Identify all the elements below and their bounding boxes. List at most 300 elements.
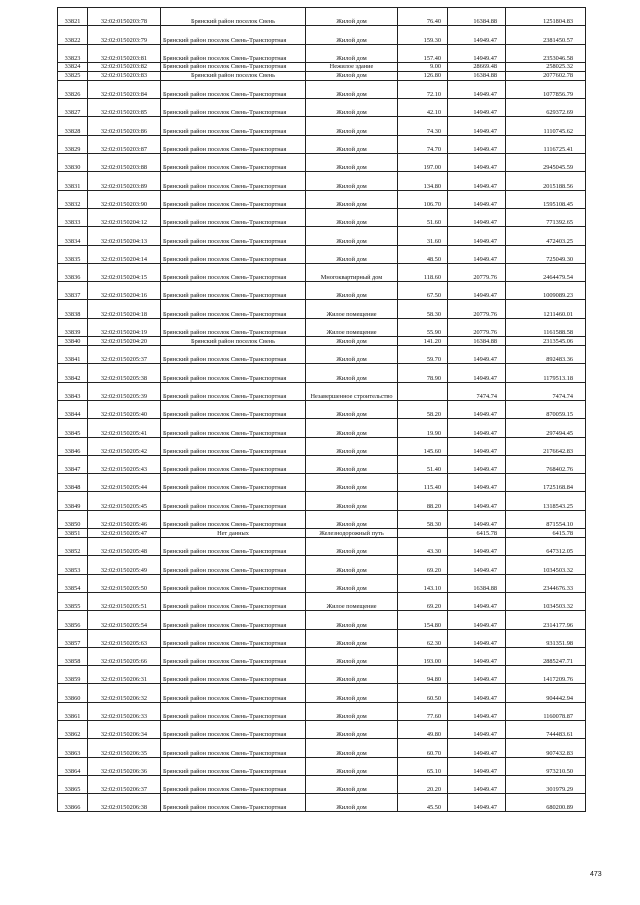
unit-value-cell: 14949.47 xyxy=(448,510,506,528)
cadastral-number-cell: 32:02:0150203:88 xyxy=(88,154,161,172)
unit-value-cell: 20779.76 xyxy=(448,318,506,336)
cadastral-value-cell: 771392.65 xyxy=(506,208,586,226)
area-cell: 76.40 xyxy=(398,8,448,26)
row-number-cell: 33841 xyxy=(58,346,88,364)
location-cell: Брянский район поселок Свень-Транспортная xyxy=(161,263,306,281)
cadastral-value-cell: 6415.78 xyxy=(506,529,586,538)
area-cell: 55.90 xyxy=(398,318,448,336)
object-type-cell: Жилой дом xyxy=(306,44,398,62)
area-cell: 60.70 xyxy=(398,739,448,757)
cadastral-number-cell: 32:02:0150203:79 xyxy=(88,26,161,44)
area-cell xyxy=(398,382,448,400)
unit-value-cell: 14949.47 xyxy=(448,117,506,135)
cadastral-number-cell: 32:02:0150205:39 xyxy=(88,382,161,400)
cadastral-value-cell: 1318543.25 xyxy=(506,492,586,510)
location-cell: Брянский район поселок Свень-Транспортная xyxy=(161,117,306,135)
object-type-cell: Жилой дом xyxy=(306,611,398,629)
object-type-cell: Жилой дом xyxy=(306,492,398,510)
location-cell: Брянский район поселок Свень-Транспортная xyxy=(161,318,306,336)
location-cell: Брянский район поселок Свень-Транспортная xyxy=(161,538,306,556)
location-cell: Брянский район поселок Свень-Транспортная xyxy=(161,190,306,208)
cadastral-value-cell: 1417209.76 xyxy=(506,666,586,684)
cadastral-number-cell: 32:02:0150204:16 xyxy=(88,282,161,300)
table-row xyxy=(58,382,586,400)
area-cell: 94.80 xyxy=(398,666,448,684)
cadastral-value-cell: 1110745.62 xyxy=(506,117,586,135)
unit-value-cell: 14949.47 xyxy=(448,455,506,473)
area-cell: 58.30 xyxy=(398,510,448,528)
cadastral-number-cell: 32:02:0150203:86 xyxy=(88,117,161,135)
row-number-cell: 33824 xyxy=(58,62,88,71)
cadastral-value-cell: 301979.29 xyxy=(506,775,586,793)
cadastral-number-cell: 32:02:0150205:51 xyxy=(88,592,161,610)
cadastral-number-cell: 32:02:0150205:66 xyxy=(88,647,161,665)
location-cell: Брянский район поселок Свень xyxy=(161,337,306,346)
cadastral-number-cell: 32:02:0150204:18 xyxy=(88,300,161,318)
cadastral-value-cell: 904442.94 xyxy=(506,684,586,702)
unit-value-cell: 14949.47 xyxy=(448,775,506,793)
table-row xyxy=(58,794,586,812)
area-cell: 45.50 xyxy=(398,794,448,812)
row-number-cell: 33837 xyxy=(58,282,88,300)
cadastral-value-cell: 2176642.83 xyxy=(506,437,586,455)
unit-value-cell: 14949.47 xyxy=(448,99,506,117)
unit-value-cell: 14949.47 xyxy=(448,739,506,757)
cadastral-value-cell: 892483.36 xyxy=(506,346,586,364)
table-row xyxy=(58,666,586,684)
row-number-cell: 33839 xyxy=(58,318,88,336)
table-row xyxy=(58,346,586,364)
table-row xyxy=(58,8,586,26)
object-type-cell: Жилой дом xyxy=(306,135,398,153)
location-cell: Брянский район поселок Свень-Транспортная xyxy=(161,455,306,473)
row-number-cell: 33864 xyxy=(58,757,88,775)
row-number-cell: 33843 xyxy=(58,382,88,400)
location-cell: Нет данных xyxy=(161,529,306,538)
cadastral-value-cell: 1595108.45 xyxy=(506,190,586,208)
object-type-cell: Жилой дом xyxy=(306,574,398,592)
row-number-cell: 33857 xyxy=(58,629,88,647)
object-type-cell: Жилой дом xyxy=(306,346,398,364)
row-number-cell: 33828 xyxy=(58,117,88,135)
table-row xyxy=(58,684,586,702)
cadastral-number-cell: 32:02:0150203:81 xyxy=(88,44,161,62)
unit-value-cell: 14949.47 xyxy=(448,556,506,574)
object-type-cell: Жилой дом xyxy=(306,474,398,492)
object-type-cell: Жилой дом xyxy=(306,757,398,775)
location-cell: Брянский район поселок Свень-Транспортная xyxy=(161,720,306,738)
table-row xyxy=(58,318,586,336)
table-body xyxy=(58,8,586,812)
unit-value-cell: 16384.88 xyxy=(448,337,506,346)
unit-value-cell: 20779.76 xyxy=(448,300,506,318)
unit-value-cell: 14949.47 xyxy=(448,135,506,153)
unit-value-cell: 14949.47 xyxy=(448,794,506,812)
location-cell: Брянский район поселок Свень-Транспортная xyxy=(161,80,306,98)
cadastral-value-cell: 2885247.71 xyxy=(506,647,586,665)
cadastral-value-cell: 768402.76 xyxy=(506,455,586,473)
location-cell: Брянский район поселок Свень-Транспортная xyxy=(161,592,306,610)
table-row xyxy=(58,135,586,153)
object-type-cell: Жилой дом xyxy=(306,739,398,757)
location-cell: Брянский район поселок Свень-Транспортная xyxy=(161,382,306,400)
cadastral-number-cell: 32:02:0150205:47 xyxy=(88,529,161,538)
cadastral-number-cell: 32:02:0150206:38 xyxy=(88,794,161,812)
unit-value-cell: 14949.47 xyxy=(448,208,506,226)
row-number-cell: 33829 xyxy=(58,135,88,153)
location-cell: Брянский район поселок Свень-Транспортная xyxy=(161,44,306,62)
object-type-cell: Жилой дом xyxy=(306,775,398,793)
location-cell: Брянский район поселок Свень-Транспортная xyxy=(161,702,306,720)
table-row xyxy=(58,629,586,647)
row-number-cell: 33854 xyxy=(58,574,88,592)
table-row xyxy=(58,757,586,775)
cadastral-value-cell: 2077602.78 xyxy=(506,71,586,80)
object-type-cell: Жилой дом xyxy=(306,455,398,473)
location-cell: Брянский район поселок Свень xyxy=(161,71,306,80)
row-number-cell: 33861 xyxy=(58,702,88,720)
location-cell: Брянский район поселок Свень-Транспортная xyxy=(161,172,306,190)
table-row xyxy=(58,455,586,473)
unit-value-cell: 14949.47 xyxy=(448,666,506,684)
area-cell: 126.80 xyxy=(398,71,448,80)
object-type-cell: Жилой дом xyxy=(306,154,398,172)
area-cell: 43.30 xyxy=(398,538,448,556)
row-number-cell: 33831 xyxy=(58,172,88,190)
cadastral-value-cell: 907432.83 xyxy=(506,739,586,757)
row-number-cell: 33853 xyxy=(58,556,88,574)
location-cell: Брянский район поселок Свень-Транспортная xyxy=(161,739,306,757)
object-type-cell: Жилой дом xyxy=(306,172,398,190)
area-cell: 69.20 xyxy=(398,556,448,574)
row-number-cell: 33823 xyxy=(58,44,88,62)
cadastral-value-table xyxy=(57,7,586,812)
row-number-cell: 33821 xyxy=(58,8,88,26)
cadastral-number-cell: 32:02:0150205:54 xyxy=(88,611,161,629)
cadastral-number-cell: 32:02:0150206:33 xyxy=(88,702,161,720)
table-row xyxy=(58,44,586,62)
object-type-cell: Жилой дом xyxy=(306,419,398,437)
location-cell: Брянский район поселок Свень-Транспортная xyxy=(161,419,306,437)
cadastral-number-cell: 32:02:0150204:12 xyxy=(88,208,161,226)
object-type-cell: Жилой дом xyxy=(306,8,398,26)
cadastral-value-cell: 1211460.01 xyxy=(506,300,586,318)
location-cell: Брянский район поселок Свень-Транспортная xyxy=(161,647,306,665)
table-row xyxy=(58,71,586,80)
unit-value-cell: 20779.76 xyxy=(448,263,506,281)
unit-value-cell: 14949.47 xyxy=(448,702,506,720)
area-cell: 58.30 xyxy=(398,300,448,318)
cadastral-value-cell: 1034503.32 xyxy=(506,592,586,610)
table-row xyxy=(58,190,586,208)
row-number-cell: 33855 xyxy=(58,592,88,610)
location-cell: Брянский район поселок Свень-Транспортная xyxy=(161,666,306,684)
object-type-cell: Железнодорожный путь xyxy=(306,529,398,538)
location-cell: Брянский район поселок Свень-Транспортная xyxy=(161,474,306,492)
cadastral-number-cell: 32:02:0150205:38 xyxy=(88,364,161,382)
unit-value-cell: 14949.47 xyxy=(448,80,506,98)
area-cell: 19.90 xyxy=(398,419,448,437)
unit-value-cell: 14949.47 xyxy=(448,538,506,556)
location-cell: Брянский район поселок Свень-Транспортная xyxy=(161,775,306,793)
table-row xyxy=(58,364,586,382)
cadastral-number-cell: 32:02:0150203:84 xyxy=(88,80,161,98)
cadastral-number-cell: 32:02:0150206:34 xyxy=(88,720,161,738)
row-number-cell: 33840 xyxy=(58,337,88,346)
table-row xyxy=(58,647,586,665)
row-number-cell: 33863 xyxy=(58,739,88,757)
area-cell: 51.40 xyxy=(398,455,448,473)
location-cell: Брянский район поселок Свень-Транспортная xyxy=(161,556,306,574)
cadastral-number-cell: 32:02:0150203:78 xyxy=(88,8,161,26)
row-number-cell: 33847 xyxy=(58,455,88,473)
cadastral-number-cell: 32:02:0150206:37 xyxy=(88,775,161,793)
table-row xyxy=(58,437,586,455)
object-type-cell: Жилой дом xyxy=(306,556,398,574)
unit-value-cell: 14949.47 xyxy=(448,245,506,263)
location-cell: Брянский район поселок Свень-Транспортная xyxy=(161,437,306,455)
cadastral-number-cell: 32:02:0150206:36 xyxy=(88,757,161,775)
area-cell: 88.20 xyxy=(398,492,448,510)
cadastral-value-cell: 2945045.59 xyxy=(506,154,586,172)
area-cell: 78.90 xyxy=(398,364,448,382)
location-cell: Брянский район поселок Свень-Транспортная xyxy=(161,757,306,775)
location-cell: Брянский район поселок Свень-Транспортная xyxy=(161,510,306,528)
cadastral-number-cell: 32:02:0150204:13 xyxy=(88,227,161,245)
row-number-cell: 33832 xyxy=(58,190,88,208)
row-number-cell: 33852 xyxy=(58,538,88,556)
cadastral-number-cell: 32:02:0150204:19 xyxy=(88,318,161,336)
area-cell: 69.20 xyxy=(398,592,448,610)
row-number-cell: 33827 xyxy=(58,99,88,117)
object-type-cell: Жилой дом xyxy=(306,190,398,208)
area-cell: 74.30 xyxy=(398,117,448,135)
area-cell: 154.80 xyxy=(398,611,448,629)
unit-value-cell: 16384.88 xyxy=(448,71,506,80)
area-cell: 134.80 xyxy=(398,172,448,190)
cadastral-value-cell: 744483.61 xyxy=(506,720,586,738)
area-cell: 159.30 xyxy=(398,26,448,44)
unit-value-cell: 16384.88 xyxy=(448,8,506,26)
cadastral-value-cell: 2353046.58 xyxy=(506,44,586,62)
row-number-cell: 33836 xyxy=(58,263,88,281)
row-number-cell: 33825 xyxy=(58,71,88,80)
object-type-cell: Жилой дом xyxy=(306,337,398,346)
cadastral-number-cell: 32:02:0150205:37 xyxy=(88,346,161,364)
unit-value-cell: 14949.47 xyxy=(448,400,506,418)
cadastral-value-cell: 1179513.18 xyxy=(506,364,586,382)
cadastral-number-cell: 32:02:0150205:44 xyxy=(88,474,161,492)
object-type-cell: Жилой дом xyxy=(306,702,398,720)
area-cell: 145.60 xyxy=(398,437,448,455)
unit-value-cell: 14949.47 xyxy=(448,419,506,437)
object-type-cell: Жилой дом xyxy=(306,364,398,382)
table-row xyxy=(58,245,586,263)
location-cell: Брянский район поселок Свень-Транспортная xyxy=(161,492,306,510)
cadastral-number-cell: 32:02:0150203:85 xyxy=(88,99,161,117)
location-cell: Брянский район поселок Свень-Транспортная xyxy=(161,300,306,318)
row-number-cell: 33862 xyxy=(58,720,88,738)
cadastral-number-cell: 32:02:0150206:32 xyxy=(88,684,161,702)
location-cell: Брянский район поселок Свень-Транспортная xyxy=(161,346,306,364)
row-number-cell: 33866 xyxy=(58,794,88,812)
area-cell: 20.20 xyxy=(398,775,448,793)
cadastral-number-cell: 32:02:0150205:63 xyxy=(88,629,161,647)
table-row xyxy=(58,154,586,172)
area-cell: 118.60 xyxy=(398,263,448,281)
table-row xyxy=(58,739,586,757)
object-type-cell: Жилой дом xyxy=(306,227,398,245)
object-type-cell: Жилой дом xyxy=(306,282,398,300)
table-row xyxy=(58,492,586,510)
row-number-cell: 33826 xyxy=(58,80,88,98)
unit-value-cell: 14949.47 xyxy=(448,282,506,300)
area-cell xyxy=(398,529,448,538)
cadastral-number-cell: 32:02:0150204:15 xyxy=(88,263,161,281)
object-type-cell: Жилой дом xyxy=(306,245,398,263)
object-type-cell: Жилой дом xyxy=(306,117,398,135)
row-number-cell: 33845 xyxy=(58,419,88,437)
table-row xyxy=(58,282,586,300)
unit-value-cell: 14949.47 xyxy=(448,492,506,510)
area-cell: 60.50 xyxy=(398,684,448,702)
cadastral-value-cell: 629372.69 xyxy=(506,99,586,117)
row-number-cell: 33846 xyxy=(58,437,88,455)
table-row xyxy=(58,775,586,793)
area-cell: 48.50 xyxy=(398,245,448,263)
cadastral-number-cell: 32:02:0150206:35 xyxy=(88,739,161,757)
location-cell: Брянский район поселок Свень-Транспортная xyxy=(161,99,306,117)
table-row xyxy=(58,172,586,190)
area-cell: 51.60 xyxy=(398,208,448,226)
row-number-cell: 33849 xyxy=(58,492,88,510)
table-row xyxy=(58,26,586,44)
location-cell: Брянский район поселок Свень-Транспортная xyxy=(161,245,306,263)
object-type-cell: Жилой дом xyxy=(306,208,398,226)
table-row xyxy=(58,611,586,629)
unit-value-cell: 14949.47 xyxy=(448,26,506,44)
cadastral-number-cell: 32:02:0150205:50 xyxy=(88,574,161,592)
unit-value-cell: 14949.47 xyxy=(448,190,506,208)
table-row xyxy=(58,702,586,720)
unit-value-cell: 14949.47 xyxy=(448,720,506,738)
area-cell: 62.30 xyxy=(398,629,448,647)
area-cell: 106.70 xyxy=(398,190,448,208)
unit-value-cell: 14949.47 xyxy=(448,364,506,382)
unit-value-cell: 14949.47 xyxy=(448,647,506,665)
location-cell: Брянский район поселок Свень-Транспортная xyxy=(161,208,306,226)
location-cell: Брянский район поселок Свень-Транспортная xyxy=(161,400,306,418)
row-number-cell: 33848 xyxy=(58,474,88,492)
cadastral-value-cell: 871554.10 xyxy=(506,510,586,528)
row-number-cell: 33865 xyxy=(58,775,88,793)
cadastral-value-cell: 2313545.06 xyxy=(506,337,586,346)
area-cell: 58.20 xyxy=(398,400,448,418)
unit-value-cell: 14949.47 xyxy=(448,757,506,775)
cadastral-value-cell: 1116725.41 xyxy=(506,135,586,153)
cadastral-value-cell: 2015188.56 xyxy=(506,172,586,190)
cadastral-value-cell: 931351.98 xyxy=(506,629,586,647)
unit-value-cell: 14949.47 xyxy=(448,44,506,62)
cadastral-number-cell: 32:02:0150205:42 xyxy=(88,437,161,455)
cadastral-number-cell: 32:02:0150203:83 xyxy=(88,71,161,80)
table-row xyxy=(58,80,586,98)
row-number-cell: 33842 xyxy=(58,364,88,382)
object-type-cell: Жилой дом xyxy=(306,71,398,80)
unit-value-cell: 14949.47 xyxy=(448,437,506,455)
location-cell: Брянский район поселок Свень-Транспортная xyxy=(161,282,306,300)
unit-value-cell: 14949.47 xyxy=(448,684,506,702)
table-row xyxy=(58,510,586,528)
cadastral-value-cell: 2344676.33 xyxy=(506,574,586,592)
table-row xyxy=(58,227,586,245)
row-number-cell: 33858 xyxy=(58,647,88,665)
table-row xyxy=(58,538,586,556)
cadastral-value-cell: 2464479.54 xyxy=(506,263,586,281)
area-cell: 72.10 xyxy=(398,80,448,98)
row-number-cell: 33859 xyxy=(58,666,88,684)
table-row xyxy=(58,592,586,610)
object-type-cell: Жилой дом xyxy=(306,538,398,556)
cadastral-value-cell: 472403.25 xyxy=(506,227,586,245)
cadastral-value-cell: 647312.05 xyxy=(506,538,586,556)
row-number-cell: 33850 xyxy=(58,510,88,528)
cadastral-value-cell: 1009089.23 xyxy=(506,282,586,300)
object-type-cell: Жилой дом xyxy=(306,437,398,455)
cadastral-number-cell: 32:02:0150204:14 xyxy=(88,245,161,263)
row-number-cell: 33851 xyxy=(58,529,88,538)
cadastral-number-cell: 32:02:0150205:40 xyxy=(88,400,161,418)
object-type-cell: Жилой дом xyxy=(306,629,398,647)
area-cell: 77.60 xyxy=(398,702,448,720)
row-number-cell: 33860 xyxy=(58,684,88,702)
table-row xyxy=(58,556,586,574)
unit-value-cell: 14949.47 xyxy=(448,592,506,610)
unit-value-cell: 14949.47 xyxy=(448,172,506,190)
table-row xyxy=(58,337,586,346)
location-cell: Брянский район поселок Свень-Транспортная xyxy=(161,574,306,592)
object-type-cell: Незавершенное строительство xyxy=(306,382,398,400)
cadastral-value-cell: 297494.45 xyxy=(506,419,586,437)
unit-value-cell: 14949.47 xyxy=(448,474,506,492)
table-row xyxy=(58,529,586,538)
table-row xyxy=(58,99,586,117)
cadastral-value-cell: 7474.74 xyxy=(506,382,586,400)
object-type-cell: Многоквартирный дом xyxy=(306,263,398,281)
row-number-cell: 33856 xyxy=(58,611,88,629)
cadastral-value-cell: 870059.15 xyxy=(506,400,586,418)
area-cell: 115.40 xyxy=(398,474,448,492)
unit-value-cell: 14949.47 xyxy=(448,611,506,629)
cadastral-value-cell: 1160078.87 xyxy=(506,702,586,720)
object-type-cell: Жилой дом xyxy=(306,400,398,418)
cadastral-value-cell: 1725168.84 xyxy=(506,474,586,492)
cadastral-number-cell: 32:02:0150205:46 xyxy=(88,510,161,528)
table-row xyxy=(58,208,586,226)
area-cell: 74.70 xyxy=(398,135,448,153)
area-cell: 157.40 xyxy=(398,44,448,62)
table-row xyxy=(58,474,586,492)
table-row xyxy=(58,720,586,738)
area-cell: 141.20 xyxy=(398,337,448,346)
location-cell: Брянский район поселок Свень-Транспортная xyxy=(161,684,306,702)
cadastral-number-cell: 32:02:0150203:90 xyxy=(88,190,161,208)
unit-value-cell: 6415.78 xyxy=(448,529,506,538)
location-cell: Брянский район поселок Свень-Транспортная xyxy=(161,629,306,647)
table-row xyxy=(58,263,586,281)
object-type-cell: Жилой дом xyxy=(306,510,398,528)
area-cell: 59.70 xyxy=(398,346,448,364)
